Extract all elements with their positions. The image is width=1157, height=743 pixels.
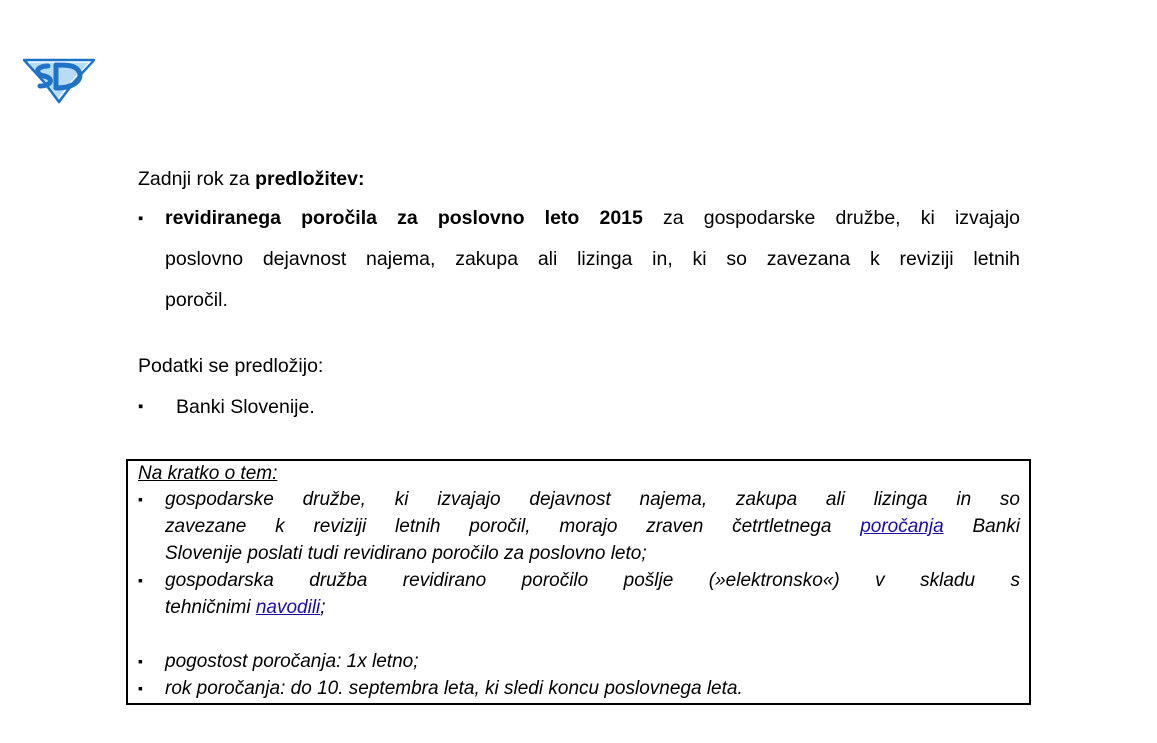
bullet-marker: ▪	[138, 210, 144, 227]
deadline-bullet-line1	[165, 207, 1020, 229]
deadline-intro-bold: predložitev:	[255, 168, 365, 190]
summary-item2-line1: gospodarska družba revidirano poročilo pošlje (»elektronsko«) v skladu s	[165, 570, 1020, 591]
summary-item2-line2	[165, 594, 326, 621]
summary-item1-text-after: Banki	[943, 516, 1020, 537]
deadline-intro-text: Zadnji rok za	[138, 168, 256, 190]
summary-item2-text: tehničnimi	[165, 597, 256, 618]
deadline-bullet-bold: revidiranega poročila za poslovno leto 2015	[165, 207, 643, 229]
submission-bullet: Banki Slovenije.	[176, 396, 315, 418]
summary-item1-text: zavezane k reviziji letnih poročil, morajo zraven četrtletnega	[165, 516, 861, 537]
summary-item2-text-after: ;	[320, 597, 326, 618]
summary-item4: rok poročanja: do 10. septembra leta, ki sledi koncu poslovnega leta.	[165, 678, 743, 699]
bullet-marker: ▪	[138, 491, 143, 507]
summary-item3: pogostost poročanja: 1x letno;	[165, 651, 419, 672]
deadline-bullet-rest: za gospodarske družbe, ki izvajajo	[642, 207, 1020, 229]
sd-shield-logo-icon	[22, 48, 96, 104]
deadline-intro	[138, 168, 365, 190]
summary-item1-line3: Slovenije poslati tudi revidirano poročilo za poslovno leto;	[165, 543, 647, 564]
bullet-marker: ▪	[138, 653, 143, 669]
bullet-marker: ▪	[138, 680, 143, 696]
navodili-link[interactable]: navodili	[255, 597, 321, 618]
summary-title: Na kratko o tem:	[138, 463, 278, 484]
summary-item1-line1: gospodarske družbe, ki izvajajo dejavnost najema, zakupa ali lizinga in so	[165, 489, 1020, 510]
submission-intro: Podatki se predložijo:	[138, 355, 324, 377]
porocanja-link[interactable]: poročanja	[860, 516, 944, 537]
summary-item1-line2	[165, 513, 1020, 540]
bullet-marker: ▪	[138, 572, 143, 588]
deadline-bullet-line2: poslovno dejavnost najema, zakupa ali lizinga in, ki so zavezana k reviziji letnih	[165, 248, 1020, 270]
deadline-bullet-line3: poročil.	[165, 289, 228, 311]
bullet-marker: ▪	[138, 398, 144, 415]
